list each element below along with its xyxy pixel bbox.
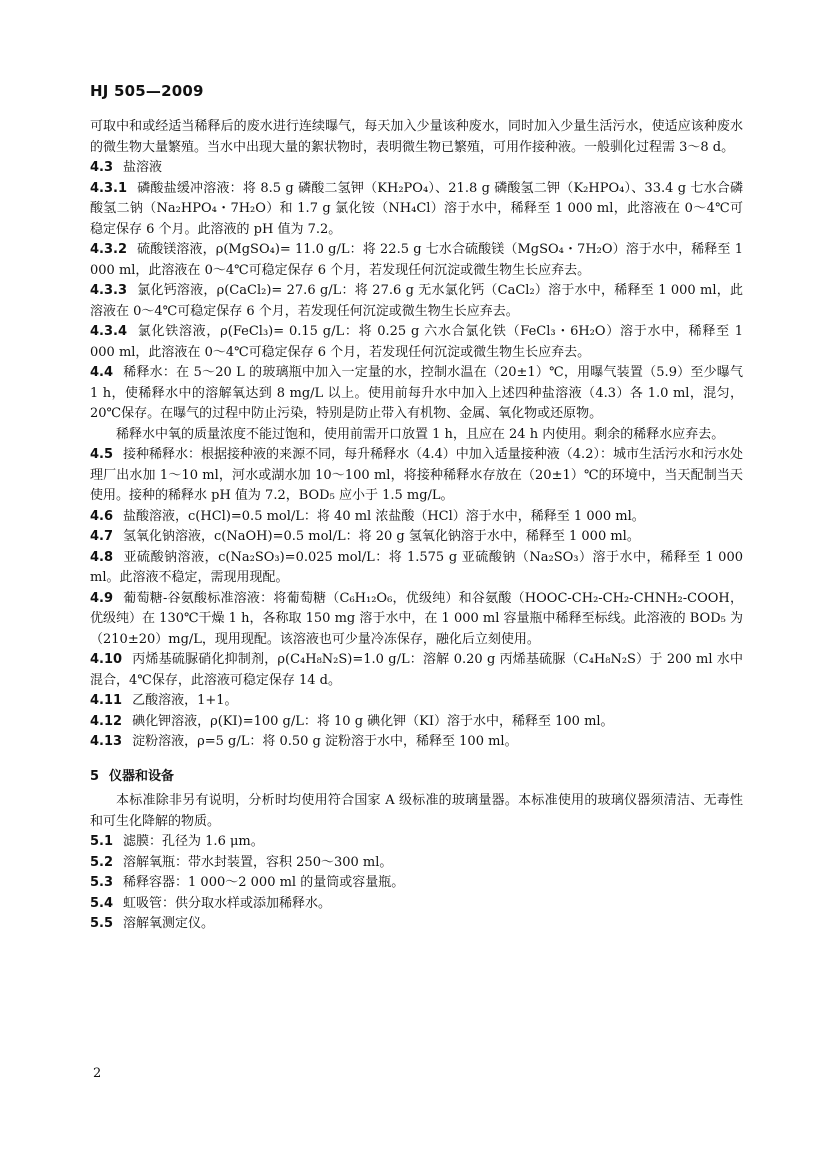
section-4-3-4 xyxy=(90,322,743,363)
section-text: 亚硫酸钠溶液，c(Na₂SO₃)=0.025 mol/L：将 1.575 g 亚硫酸钠（Na₂SO₃）溶于水中，稀释至 1 000 ml。此溶液不稳定，需现用现配。 xyxy=(90,549,743,585)
section-number: 4.9 xyxy=(90,590,114,606)
section-number: 5.2 xyxy=(90,854,114,870)
section-4-7 xyxy=(90,527,743,548)
standard-number: HJ 505—2009 xyxy=(90,82,204,100)
section-5-2 xyxy=(90,853,743,874)
section-text: 接种稀释水：根据接种液的来源不同，每升稀释水（4.4）中加入适量接种液（4.2）：城市生活污水和污水处理厂出水加 1～10 ml，河水或湖水加 10～100 ml，将接种稀释水存放在（20±1）℃的环境中，当天配制当天使用。接种的稀释水 pH 值为 7.2，BOD₅ 应小于 1.5 mg/L。 xyxy=(90,447,743,503)
section-number: 5.5 xyxy=(90,916,114,931)
spacer xyxy=(90,753,743,757)
section-4-6 xyxy=(90,507,743,528)
section-number: 4.3.2 xyxy=(90,242,128,257)
section-text: 氯化铁溶液，ρ(FeCl₃)= 0.15 g/L：将 0.25 g 六水合氯化铁（FeCl₃・6H₂O）溶于水中，稀释至 1 000 ml，此溶液在 0～4℃可稳定保存 6 个月，若发现任何沉淀或微生物生长应弃去。 xyxy=(90,324,743,360)
section-number: 5.4 xyxy=(90,895,114,911)
section-number: 5 xyxy=(90,768,100,784)
section-text: 硫酸镁溶液，ρ(MgSO₄)= 11.0 g/L：将 22.5 g 七水合硫酸镁（MgSO₄・7H₂O）溶于水中，稀释至 1 000 ml，此溶液在 0～4℃可稳定保存 6 个月，若发现任何沉淀或微生物生长应弃去。 xyxy=(90,242,743,278)
section-text: 溶解氧测定仪。 xyxy=(123,916,215,931)
section-4-3-2 xyxy=(90,240,743,281)
section-text: 磷酸盐缓冲溶液：将 8.5 g 磷酸二氢钾（KH₂PO₄）、21.8 g 磷酸氢二钾（K₂HPO₄）、33.4 g 七水合磷酸氢二钠（Na₂HPO₄・7H₂O）和 1.7 g 氯化铵（NH₄Cl）溶于水中，稀释至 1 000 ml，此溶液在 0～4℃可稳定保存 6 个月。此溶液的 pH 值为 7.2。 xyxy=(90,180,743,237)
section-text: 丙烯基硫脲硝化抑制剂，ρ(C₄H₈N₂S)=1.0 g/L：溶解 0.20 g 丙烯基硫脲（C₄H₈N₂S）于 200 ml 水中混合，4℃保存，此溶液可稳定保存 14 d。 xyxy=(90,652,743,688)
section-number: 4.3.1 xyxy=(90,180,128,196)
section-5-3 xyxy=(90,873,743,894)
section-title: 仪器和设备 xyxy=(109,768,175,784)
section-number: 4.6 xyxy=(90,508,114,524)
section-4-9 xyxy=(90,589,743,651)
section-number: 4.7 xyxy=(90,529,114,544)
section-4-12 xyxy=(90,712,743,733)
section-text: 淀粉溶液，ρ=5 g/L：将 0.50 g 淀粉溶于水中，稀释至 100 ml。 xyxy=(132,734,518,749)
section-4-3-3 xyxy=(90,281,743,322)
section-text: 虹吸管：供分取水样或添加稀释水。 xyxy=(123,895,332,911)
section-number: 4.4 xyxy=(90,365,114,380)
section-4-11 xyxy=(90,691,743,712)
section-5-1 xyxy=(90,832,743,853)
section-number: 4.5 xyxy=(90,447,114,462)
section-number: 4.3.3 xyxy=(90,283,128,298)
section-text: 滤膜：孔径为 1.6 μm。 xyxy=(123,834,264,849)
section-4-4 xyxy=(90,363,743,425)
section-number: 4.3 xyxy=(90,160,114,175)
section-4-5 xyxy=(90,445,743,507)
section-4-3 xyxy=(90,158,743,179)
section-5-5 xyxy=(90,914,743,935)
section-text: 盐酸溶液，c(HCl)=0.5 mol/L：将 40 ml 浓盐酸（HCl）溶于水中，稀释至 1 000 ml。 xyxy=(123,508,645,524)
paragraph-dilution-note: 稀释水中氧的质量浓度不能过饱和，使用前需开口放置 1 h，且应在 24 h 内使用。剩余的稀释水应弃去。 xyxy=(116,426,725,442)
section-4-13 xyxy=(90,732,743,753)
page-number: 2 xyxy=(93,1066,102,1081)
section-number: 5.1 xyxy=(90,834,114,849)
section-text: 乙酸溶液，1+1。 xyxy=(132,693,238,708)
section-4-10 xyxy=(90,650,743,691)
section-number: 4.3.4 xyxy=(90,324,128,339)
section-number: 5.3 xyxy=(90,875,114,890)
section-number: 4.11 xyxy=(90,693,123,708)
section-text: 碘化钾溶液，ρ(KI)=100 g/L：将 10 g 碘化钾（KI）溶于水中，稀释至 100 ml。 xyxy=(132,713,614,729)
paragraph-apparatus-intro: 本标准除非另有说明，分析时均使用符合国家 A 级标准的玻璃量器。本标准使用的玻璃仪器须清洁、无毒性和可生化降解的物质。 xyxy=(90,793,743,829)
section-number: 4.12 xyxy=(90,713,123,729)
section-4-3-1 xyxy=(90,179,743,241)
section-4-8 xyxy=(90,548,743,589)
section-text: 稀释水：在 5～20 L 的玻璃瓶中加入一定量的水，控制水温在（20±1）℃，用曝气装置（5.9）至少曝气 1 h，使稀释水中的溶解氧达到 8 mg/L 以上。使用前每升水中加入上述四种盐溶液（4.3）各 1.0 ml，混匀，20℃保存。在曝气的过程中防止污染，特别是防止带入有机物、金属、氧化物或还原物。 xyxy=(90,365,743,421)
section-text: 葡萄糖-谷氨酸标准溶液：将葡萄糖（C₆H₁₂O₆，优级纯）和谷氨酸（HOOC-CH₂-CH₂-CHNH₂-COOH，优级纯）在 130℃干燥 1 h，各称取 150 mg 溶于水中，在 1 000 ml 容量瓶中稀释至标线。此溶液的 BOD₅ 为（210±20）mg/L，现用现配。该溶液也可少量冷冻保存，融化后立刻使用。 xyxy=(90,590,743,647)
section-text: 溶解氧瓶：带水封装置，容积 250～300 ml。 xyxy=(123,854,393,870)
section-text: 氯化钙溶液，ρ(CaCl₂)= 27.6 g/L：将 27.6 g 无水氯化钙（CaCl₂）溶于水中，稀释至 1 000 ml，此溶液在 0～4℃可稳定保存 6 个月，若发现任何沉淀或微生物生长应弃去。 xyxy=(90,283,743,319)
section-text: 氢氧化钠溶液，c(NaOH)=0.5 mol/L：将 20 g 氢氧化钠溶于水中，稀释至 1 000 ml。 xyxy=(123,529,640,544)
section-number: 4.10 xyxy=(90,652,123,667)
page-body xyxy=(90,117,743,935)
section-title: 盐溶液 xyxy=(123,160,163,175)
section-number: 4.8 xyxy=(90,549,114,565)
section-text: 稀释容器：1 000～2 000 ml 的量筒或容量瓶。 xyxy=(123,875,405,890)
section-number: 4.13 xyxy=(90,734,123,749)
section-5 xyxy=(90,767,743,788)
section-5-4 xyxy=(90,894,743,915)
paragraph-acclimation: 可取中和或经适当稀释后的废水进行连续曝气，每天加入少量该种废水，同时加入少量生活污水，使适应该种废水的微生物大量繁殖。当水中出现大量的絮状物时，表明微生物已繁殖，可用作接种液。一般驯化过程需 3～8 d。 xyxy=(90,119,743,155)
